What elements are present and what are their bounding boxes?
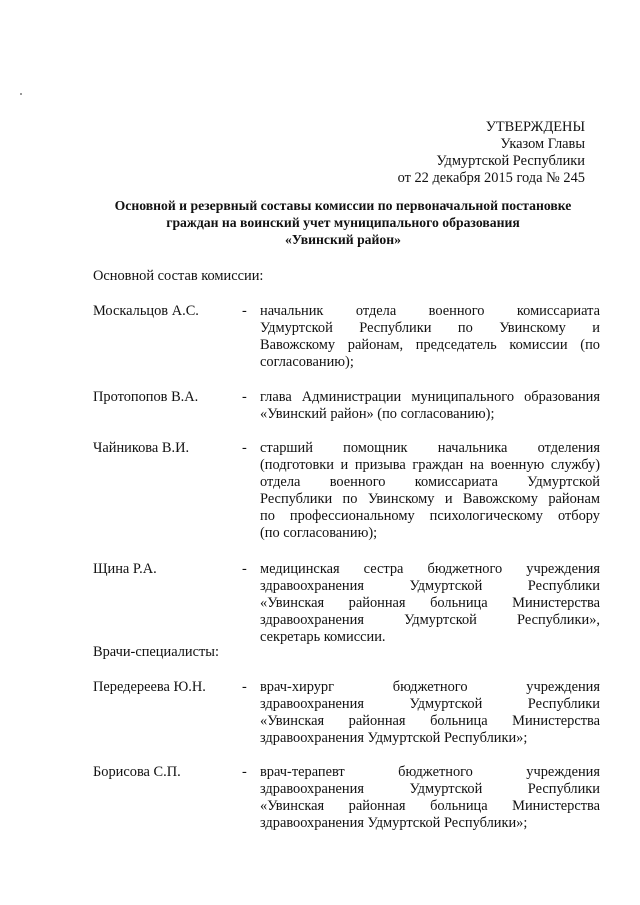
member-role-line: «Увинская районная больница Министерства xyxy=(260,595,600,611)
approval-block xyxy=(355,119,585,187)
specialist-role-line: здравоохранения Удмуртской Республики»; xyxy=(260,730,528,746)
member-name: Протопопов В.А. xyxy=(93,389,199,405)
member-role-line: здравоохранения Удмуртской Республики», xyxy=(260,612,600,628)
member-dash: - xyxy=(242,561,247,577)
member-role-line: отдела военного комиссариата Удмуртской xyxy=(260,474,600,490)
specialist-role-line: врач-хирург бюджетного учреждения xyxy=(260,679,600,695)
member-name: Щина Р.А. xyxy=(93,561,157,577)
member-role-line: начальник отдела военного комиссариата xyxy=(260,303,600,319)
member-role-line: здравоохранения Удмуртской Республики xyxy=(260,578,600,594)
member-role-line: старший помощник начальника отделения xyxy=(260,440,600,456)
title-line: Основной и резервный составы комиссии по первоначальной постановке xyxy=(114,198,572,213)
specialist-name: Борисова С.П. xyxy=(93,764,181,780)
member-role-line: секретарь комиссии. xyxy=(260,629,386,645)
scan-speck xyxy=(20,93,22,95)
specialists-heading: Врачи-специалисты: xyxy=(93,644,219,660)
specialist-role xyxy=(260,764,600,832)
member-role-line: (по согласованию); xyxy=(260,525,378,541)
title-line: граждан на воинский учет муниципального образования xyxy=(166,215,520,230)
member-role-line: Республики по Увинскому и Вавожскому районам xyxy=(260,491,600,507)
member-name: Чайникова В.И. xyxy=(93,440,190,456)
member-role-line: «Увинский район» (по согласованию); xyxy=(260,406,495,422)
member-dash: - xyxy=(242,440,247,456)
specialist-role-line: «Увинская районная больница Министерства xyxy=(260,798,600,814)
specialist-dash: - xyxy=(242,679,247,695)
main-composition-heading: Основной состав комиссии: xyxy=(93,268,264,284)
approval-authority: Удмуртской Республики xyxy=(436,153,585,169)
member-role-line: по профессиональному психологическому отбору xyxy=(260,508,600,524)
specialist-name: Передереева Ю.Н. xyxy=(93,679,206,695)
specialist-role xyxy=(260,679,600,747)
approval-status: УТВЕРЖДЕНЫ xyxy=(485,119,585,135)
specialist-role-line: здравоохранения Удмуртской Республики xyxy=(260,696,600,712)
member-role xyxy=(260,561,600,646)
document-title xyxy=(78,197,608,248)
specialist-role-line: врач-терапевт бюджетного учреждения xyxy=(260,764,600,780)
member-role-line: согласованию); xyxy=(260,354,354,370)
approval-decree: Указом Главы xyxy=(500,136,585,152)
specialist-role-line: здравоохранения Удмуртской Республики xyxy=(260,781,600,797)
specialist-role-line: «Увинская районная больница Министерства xyxy=(260,713,600,729)
member-role-line: медицинская сестра бюджетного учреждения xyxy=(260,561,600,577)
member-role xyxy=(260,303,600,371)
member-dash: - xyxy=(242,303,247,319)
member-role-line: Вавожскому районам, председатель комиссии (по xyxy=(260,337,600,353)
member-dash: - xyxy=(242,389,247,405)
member-role xyxy=(260,389,600,423)
title-line: «Увинский район» xyxy=(284,232,401,247)
member-name: Москальцов А.С. xyxy=(93,303,199,319)
approval-date: от 22 декабря 2015 года № 245 xyxy=(397,170,585,186)
specialist-dash: - xyxy=(242,764,247,780)
member-role-line: Удмуртской Республики по Увинскому и xyxy=(260,320,600,336)
member-role xyxy=(260,440,600,542)
member-role-line: (подготовки и призыва граждан на военную службу) xyxy=(260,457,600,473)
specialist-role-line: здравоохранения Удмуртской Республики»; xyxy=(260,815,528,831)
member-role-line: глава Администрации муниципального образования xyxy=(260,389,600,405)
